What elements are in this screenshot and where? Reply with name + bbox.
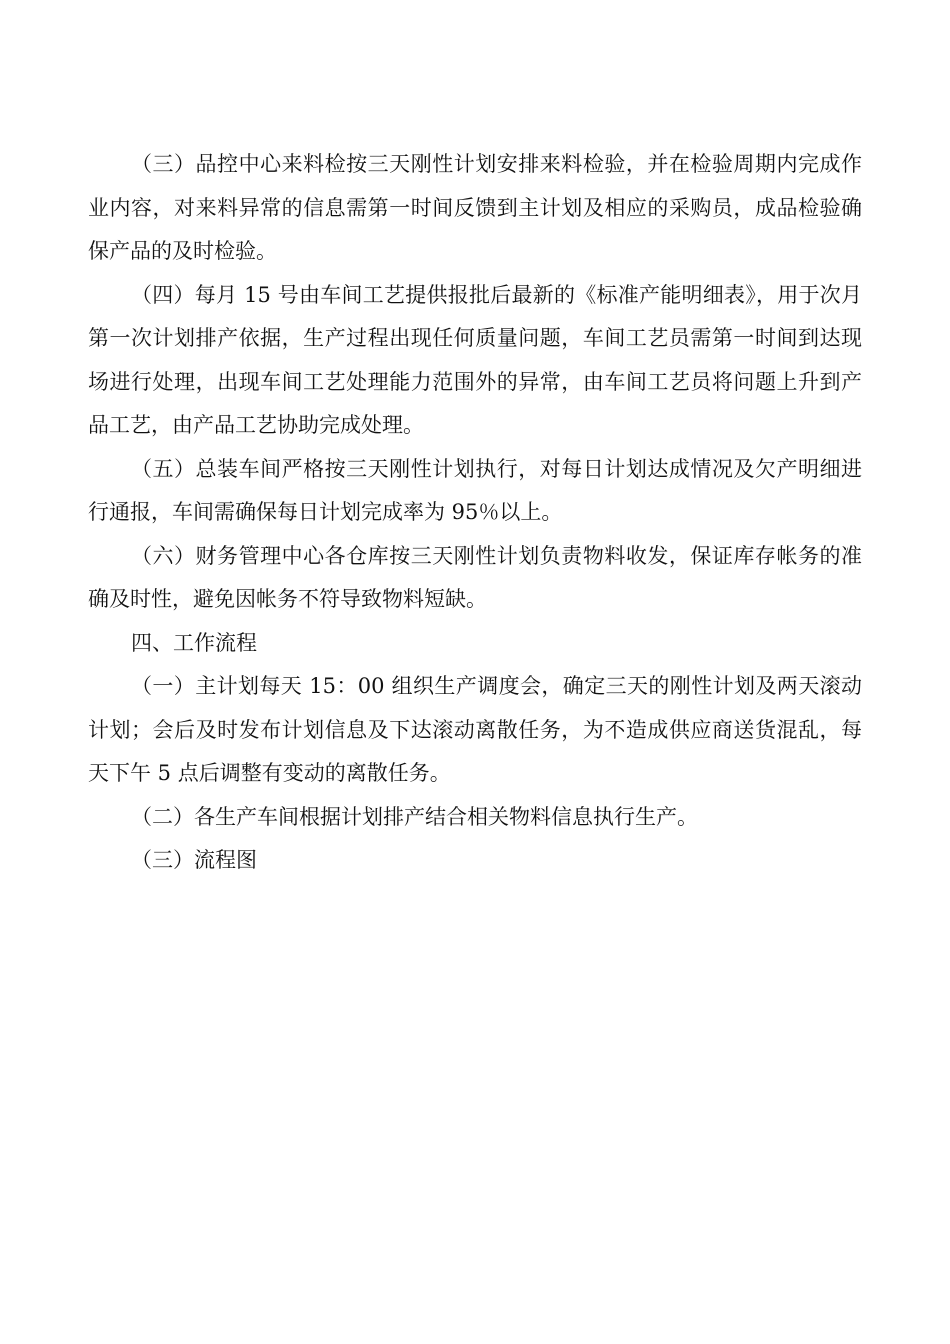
paragraph-flowchart-label: （三）流程图 (131, 848, 257, 872)
paragraph-incoming-inspection: （三）品控中心来料检按三天刚性计划安排来料检验，并在检验周期内完成作业内容，对来料异常的信息需第一时间反馈到主计划及相应的采购员，成品检验确保产品的及时检验。 (88, 152, 862, 263)
paragraph-finance-warehouse: （六）财务管理中心各仓库按三天刚性计划负责物料收发，保证库存帐务的准确及时性，避免因帐务不符导致物料短缺。 (88, 543, 862, 611)
paragraph-workshop-production: （二）各生产车间根据计划排产结合相关物料信息执行生产。 (131, 804, 698, 829)
paragraph-standard-capacity: （四）每月 15 号由车间工艺提供报批后最新的《标准产能明细表》，用于次月第一次计划排产依据，生产过程出现任何质量问题，车间工艺员需第一时间到达现场进行处理，出现车间工艺处理能力范围外的异常，由车间工艺员将问题上升到产品工艺，由产品工艺协助完成处理。 (88, 282, 862, 437)
paragraph-scheduling-meeting: （一）主计划每天 15：00 组织生产调度会，确定三天的刚性计划及两天滚动计划；会后及时发布计划信息及下达滚动离散任务，为不造成供应商送货混乱，每天下午 5 点后调整有变动的离散任务。 (88, 674, 862, 785)
paragraph-assembly-workshop: （五）总装车间严格按三天刚性计划执行，对每日计划达成情况及欠产明细进行通报，车间需确保每日计划完成率为 95％以上。 (88, 456, 862, 524)
document-body (88, 143, 862, 883)
section-heading-workflow: 四、工作流程 (131, 630, 257, 655)
